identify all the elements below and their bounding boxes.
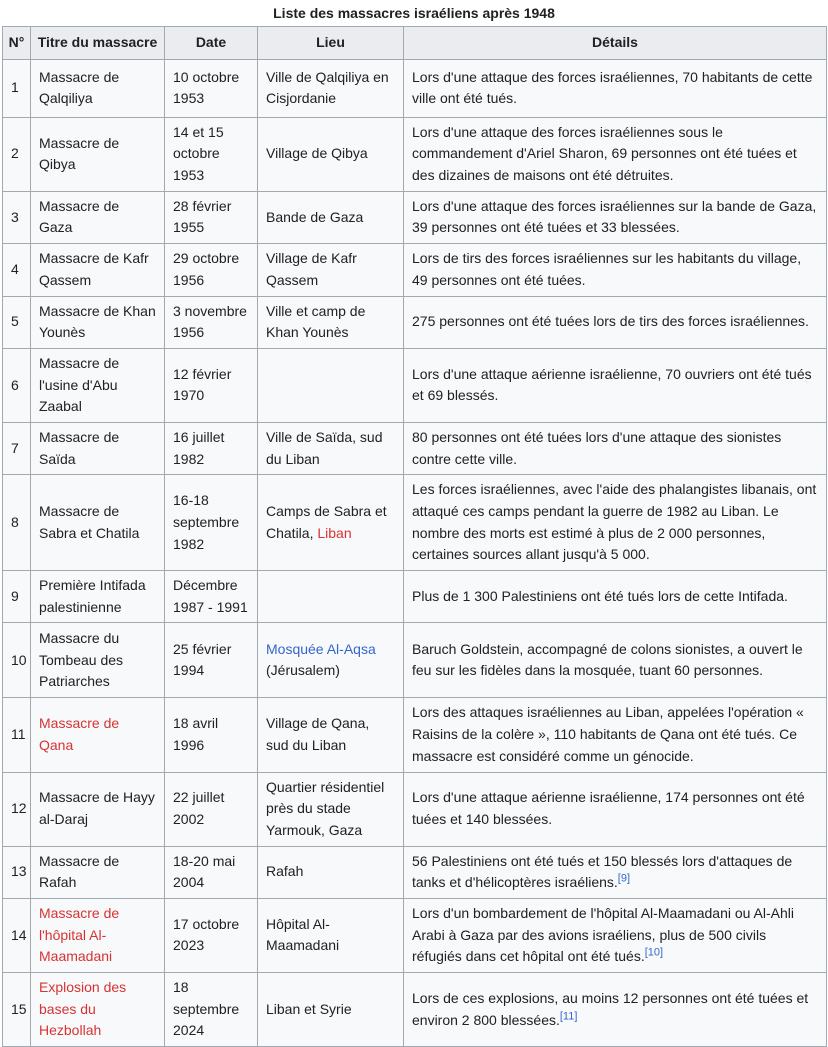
table-row-7 (3, 422, 827, 474)
massacre-title-text: Massacre de Qalqiliya (39, 68, 120, 107)
details-text: Lors d'une attaque des forces israéliennes, 70 habitants de cette ville ont été tués. (412, 68, 813, 107)
row-number-cell: 6 (3, 348, 31, 422)
details-text: 275 personnes ont été tuées lors de tirs des forces israéliennes. (412, 313, 809, 330)
lieu-cell (258, 898, 404, 972)
reference-marker (645, 947, 663, 959)
lieu-cell (258, 475, 404, 571)
massacre-title-cell (31, 623, 165, 698)
lieu-text: (Jérusalem) (266, 662, 340, 679)
details-text: Lors de tirs des forces israéliennes sur les habitants du village, 49 personnes ont été tuées. (412, 250, 802, 288)
details-cell (404, 191, 827, 243)
massacre-title-text: Massacre de Saïda (39, 428, 120, 467)
massacre-title-cell (31, 296, 165, 348)
massacre-title-cell (31, 571, 165, 623)
details-text: 56 Palestiniens ont été tués et 150 blessés lors d'attaques de tanks et d'hélicoptères israéliens. (412, 852, 793, 891)
table-row-1 (3, 59, 827, 117)
date-cell: 25 février 1994 (165, 623, 258, 698)
massacre-title-cell (31, 244, 165, 296)
details-text: Lors d'une attaque aérienne israélienne, 70 ouvriers ont été tués et 69 blessés. (412, 365, 812, 404)
details-text: Lors d'un bombardement de l'hôpital Al-Maamadani ou Al-Ahli Arabi à Gaza par des avions israéliens, plus de 500 civils réfugiés dans cet hôpital ont été tués. (412, 904, 795, 965)
details-cell (404, 59, 827, 117)
date-cell: 16-18 septembre 1982 (165, 475, 258, 571)
details-cell (404, 117, 827, 191)
massacre-title-text: Massacre de Kafr Qassem (39, 250, 149, 288)
details-text: Lors d'une attaque des forces israéliennes sous le commandement d'Ariel Sharon, 69 personnes ont été tuées et des dizaines de maisons ont été détruites. (412, 123, 797, 184)
details-text: Les forces israéliennes, avec l'aide des phalangistes libanais, ont attaqué ces camps pendant la guerre de 1982 au Liban. Le nombre des morts est estimé à plus de 2 000 personnes, certaines sources allant jusqu'à 5 000. (412, 481, 817, 563)
massacre-title-cell (31, 973, 165, 1047)
massacres-table (2, 26, 827, 1047)
date-cell: 12 février 1970 (165, 348, 258, 422)
table-row-9 (3, 571, 827, 623)
reference-marker (560, 1010, 578, 1022)
red-wiki-link[interactable]: Massacre de Qana (39, 715, 120, 753)
reference-link[interactable]: [10] (644, 946, 664, 959)
blue-wiki-link[interactable]: Mosquée Al-Aqsa (266, 640, 376, 657)
row-number-cell: 7 (3, 422, 31, 474)
details-cell (404, 772, 827, 846)
date-cell: 3 novembre 1956 (165, 296, 258, 348)
table-row-12 (3, 772, 827, 846)
details-cell (404, 698, 827, 772)
red-wiki-link[interactable]: Massacre de l'hôpital Al-Maamadani (39, 904, 120, 965)
massacre-title-cell (31, 475, 165, 571)
table-row-15 (3, 973, 827, 1047)
massacre-title-text: Première Intifada palestinienne (39, 577, 146, 615)
date-cell: 22 juillet 2002 (165, 772, 258, 846)
lieu-cell (258, 772, 404, 846)
date-cell: 18 avril 1996 (165, 698, 258, 772)
row-number-cell: 4 (3, 244, 31, 296)
details-cell (404, 422, 827, 474)
massacre-title-cell (31, 846, 165, 898)
lieu-text: Rafah (266, 863, 304, 880)
table-row-8 (3, 475, 827, 571)
red-wiki-link[interactable]: Liban (317, 524, 352, 541)
row-number-cell: 15 (3, 973, 31, 1047)
massacre-title-cell (31, 698, 165, 772)
reference-link[interactable]: [9] (617, 872, 631, 885)
details-cell (404, 475, 827, 571)
details-cell (404, 898, 827, 972)
row-number-cell: 3 (3, 191, 31, 243)
lieu-cell (258, 191, 404, 243)
lieu-text: Village de Kafr Qassem (266, 250, 357, 288)
column-header-3: Lieu (258, 27, 404, 60)
row-number-cell: 14 (3, 898, 31, 972)
massacre-title-text: Massacre de Hayy al-Daraj (39, 789, 155, 828)
column-header-2: Date (165, 27, 258, 60)
table-row-11 (3, 698, 827, 772)
date-cell: 10 octobre 1953 (165, 59, 258, 117)
page-title: Liste des massacres israéliens après 1948 (273, 5, 555, 21)
lieu-cell (258, 698, 404, 772)
table-row-4 (3, 244, 827, 296)
massacre-title-cell (31, 348, 165, 422)
date-cell: 16 juillet 1982 (165, 422, 258, 474)
details-cell (404, 244, 827, 296)
massacre-title-text: Massacre de Gaza (39, 197, 120, 236)
massacre-title-cell (31, 59, 165, 117)
table-row-14 (3, 898, 827, 972)
row-number-cell: 10 (3, 623, 31, 698)
date-cell: 14 et 15 octobre 1953 (165, 117, 258, 191)
lieu-cell (258, 422, 404, 474)
row-number-cell: 12 (3, 772, 31, 846)
column-header-0: N° (3, 27, 31, 60)
table-row-13 (3, 846, 827, 898)
table-row-10 (3, 623, 827, 698)
lieu-text: Ville de Qalqiliya en Cisjordanie (266, 68, 389, 107)
row-number-cell: 9 (3, 571, 31, 623)
lieu-cell (258, 846, 404, 898)
row-number-cell: 1 (3, 59, 31, 117)
massacre-title-text: Massacre de Khan Younès (39, 302, 156, 341)
reference-marker (618, 873, 630, 885)
lieu-cell (258, 973, 404, 1047)
details-text: Lors d'une attaque aérienne israélienne, 174 personnes ont été tuées et 140 blessées. (412, 789, 805, 828)
massacre-title-cell (31, 772, 165, 846)
date-cell: 29 octobre 1956 (165, 244, 258, 296)
lieu-text: Ville et camp de Khan Younès (266, 302, 366, 341)
table-row-6 (3, 348, 827, 422)
table-row-3 (3, 191, 827, 243)
lieu-cell (258, 571, 404, 623)
details-cell (404, 296, 827, 348)
massacre-title-cell (31, 422, 165, 474)
header-row (3, 27, 827, 60)
details-text: Lors des attaques israéliennes au Liban, appelées l'opération « Raisins de la colère », 110 habitants de Qana ont été tués. Ce massacre est considéré comme un génocide. (412, 704, 804, 764)
massacre-title-text: Massacre de Qibya (39, 134, 120, 173)
massacre-title-cell (31, 117, 165, 191)
details-text: 80 personnes ont été tuées lors d'une attaque des sionistes contre cette ville. (412, 428, 782, 467)
details-cell (404, 973, 827, 1047)
date-cell: 18-20 mai 2004 (165, 846, 258, 898)
details-text: Lors de ces explosions, au moins 12 personnes ont été tuées et environ 2 800 blessées. (412, 989, 809, 1028)
lieu-cell (258, 348, 404, 422)
date-cell: Décembre 1987 - 1991 (165, 571, 258, 623)
column-header-1: Titre du massacre (31, 27, 165, 60)
massacre-title-text: Massacre de l'usine d'Abu Zaabal (39, 354, 120, 415)
details-text: Lors d'une attaque des forces israéliennes sur la bande de Gaza, 39 personnes ont été tuées et 33 blessées. (412, 197, 817, 236)
massacre-title-text: Massacre du Tombeau des Patriarches (39, 629, 124, 690)
lieu-text: Hôpital Al-Maamadani (266, 915, 340, 954)
date-cell: 17 octobre 2023 (165, 898, 258, 972)
details-cell (404, 348, 827, 422)
massacre-title-cell (31, 191, 165, 243)
lieu-cell (258, 244, 404, 296)
date-cell: 18 septembre 2024 (165, 973, 258, 1047)
details-cell (404, 571, 827, 623)
lieu-cell (258, 117, 404, 191)
details-cell (404, 846, 827, 898)
column-header-4: Détails (404, 27, 827, 60)
date-cell: 28 février 1955 (165, 191, 258, 243)
row-number-cell: 8 (3, 475, 31, 571)
lieu-text: Quartier résidentiel près du stade Yarmouk, Gaza (266, 778, 385, 838)
table-row-2 (3, 117, 827, 191)
lieu-text: Ville de Saïda, sud du Liban (266, 428, 383, 467)
red-wiki-link[interactable]: Explosion des bases du Hezbollah (39, 979, 127, 1039)
reference-link[interactable]: [11] (559, 1009, 578, 1022)
row-number-cell: 13 (3, 846, 31, 898)
lieu-cell (258, 59, 404, 117)
details-cell (404, 623, 827, 698)
lieu-text: Village de Qana, sud du Liban (266, 715, 370, 753)
massacre-title-text: Massacre de Sabra et Chatila (39, 503, 140, 541)
lieu-text: Camps de Sabra et Chatila, (266, 503, 387, 541)
details-text: Baruch Goldstein, accompagné de colons sionistes, a ouvert le feu sur les fidèles dans la mosquée, tuant 60 personnes. (412, 640, 803, 679)
details-text: Plus de 1 300 Palestiniens ont été tués lors de cette Intifada. (412, 587, 788, 604)
lieu-cell (258, 623, 404, 698)
lieu-cell (258, 296, 404, 348)
row-number-cell: 11 (3, 698, 31, 772)
row-number-cell: 5 (3, 296, 31, 348)
lieu-text: Bande de Gaza (266, 208, 364, 225)
row-number-cell: 2 (3, 117, 31, 191)
table-row-5 (3, 296, 827, 348)
lieu-text: Village de Qibya (266, 145, 368, 162)
massacre-title-cell (31, 898, 165, 972)
massacre-title-text: Massacre de Rafah (39, 852, 120, 891)
lieu-text: Liban et Syrie (266, 1000, 352, 1017)
